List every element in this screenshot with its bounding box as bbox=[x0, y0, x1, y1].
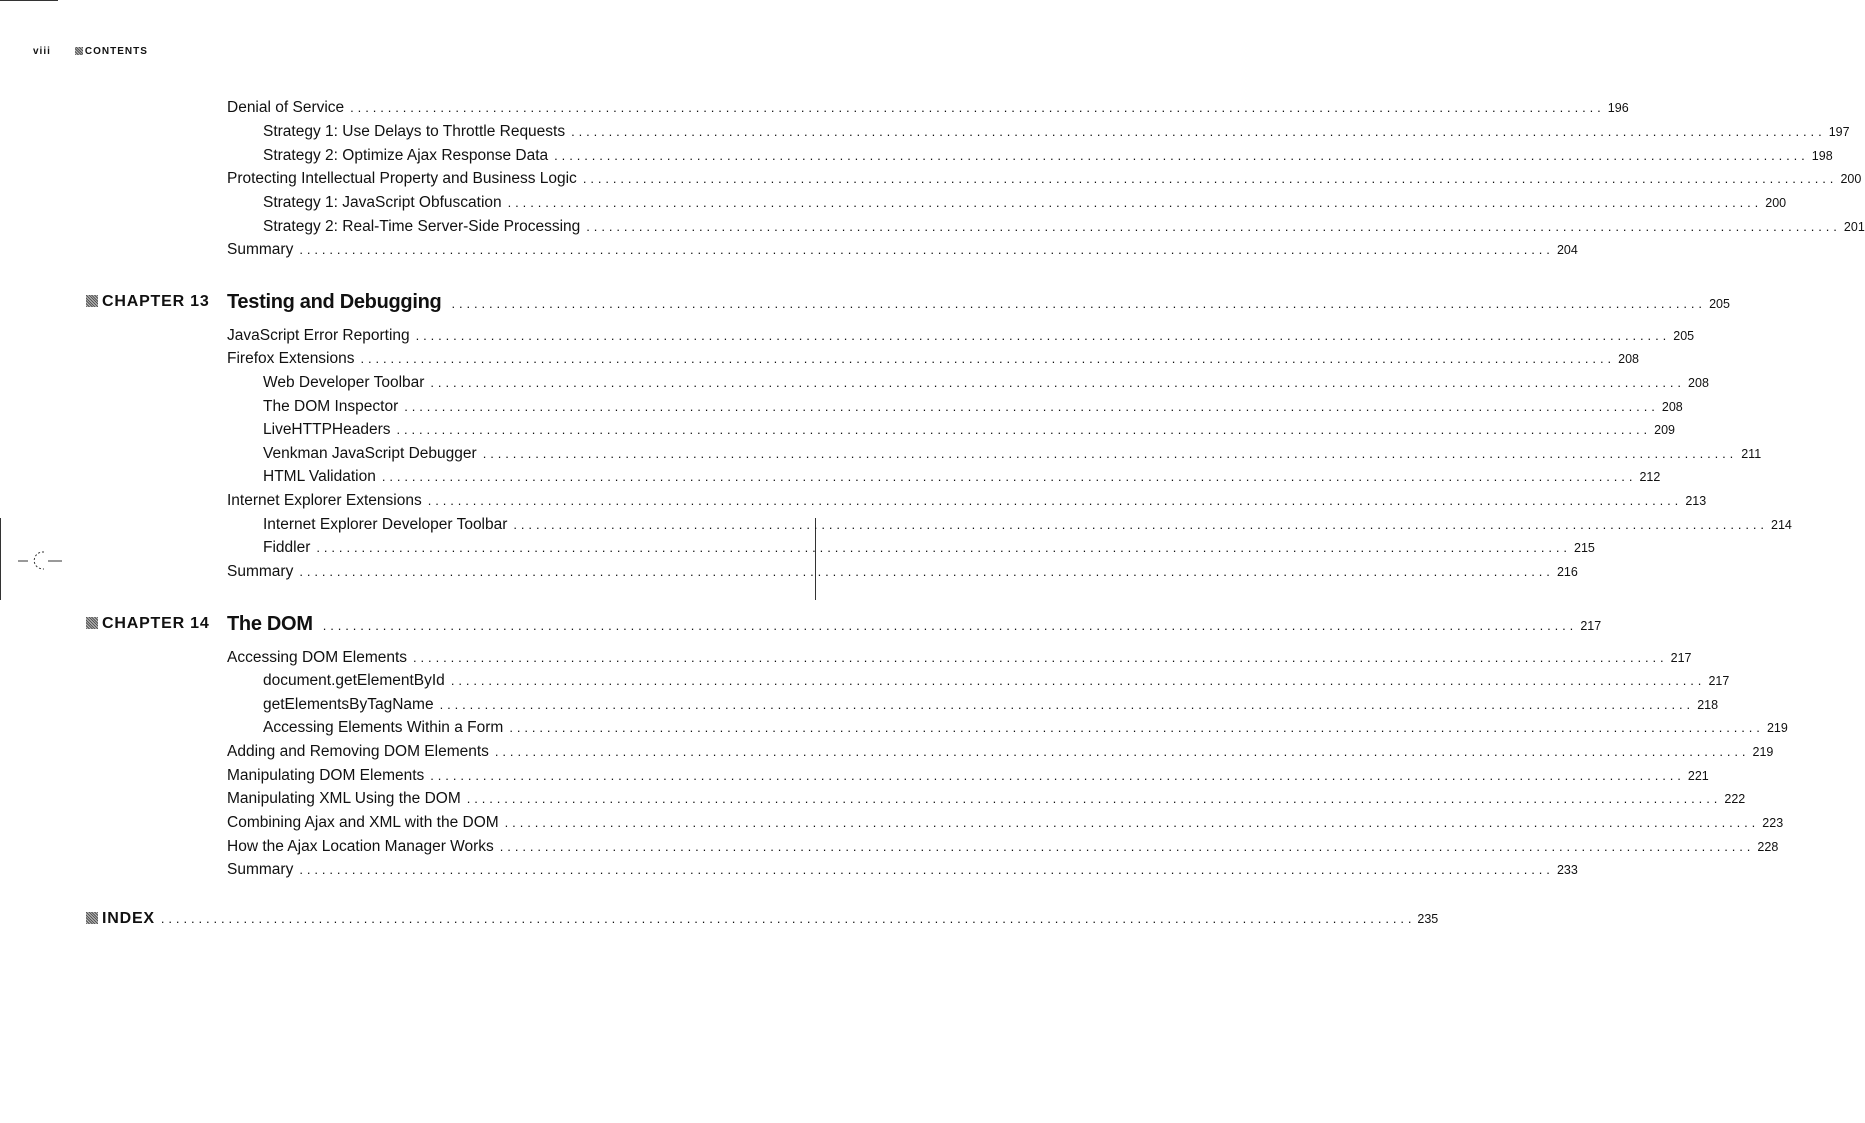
crop-line-left bbox=[0, 518, 1, 600]
toc-subentry[interactable] bbox=[263, 421, 1675, 439]
toc-entry-page: 214 bbox=[1771, 518, 1792, 532]
toc-entry-title: How the Ajax Location Manager Works bbox=[227, 838, 494, 855]
toc-subentry[interactable] bbox=[263, 539, 1595, 557]
page-folio: viii bbox=[33, 45, 51, 57]
chapter-title: Testing and Debugging bbox=[227, 291, 442, 313]
dot-leader: ....................................................................................................................................................................... bbox=[350, 100, 1605, 115]
toc-subentry[interactable] bbox=[263, 516, 1792, 534]
toc-entry-title: Strategy 1: Use Delays to Throttle Requests bbox=[263, 123, 566, 140]
toc-entry-page: 201 bbox=[1843, 220, 1865, 234]
dot-leader: ....................................................................................................................................................................... bbox=[499, 839, 1755, 854]
dot-leader: ....................................................................................................................................................................... bbox=[439, 697, 1695, 712]
toc-entry-page: 228 bbox=[1757, 840, 1779, 854]
toc-entry-title: Internet Explorer Developer Toolbar bbox=[263, 516, 508, 533]
chapter-page: 205 bbox=[1709, 297, 1730, 311]
dot-leader: ....................................................................................................................................................................... bbox=[413, 650, 1668, 665]
toc-entry-page: 208 bbox=[1661, 400, 1683, 414]
toc-subentry[interactable] bbox=[263, 468, 1661, 486]
toc-entry-page: 218 bbox=[1697, 698, 1719, 712]
toc-entry-title: The DOM Inspector bbox=[263, 398, 399, 415]
toc-entry-page: 212 bbox=[1639, 470, 1661, 484]
toc-entry-title: Protecting Intellectual Property and Business Logic bbox=[227, 170, 577, 187]
toc-entry[interactable] bbox=[227, 814, 1784, 832]
toc-entry-title: Internet Explorer Extensions bbox=[227, 492, 422, 509]
dot-leader: ....................................................................................................................................................................... bbox=[430, 768, 1685, 783]
toc-entry-page: 213 bbox=[1685, 494, 1707, 508]
chapter-title: The DOM bbox=[227, 613, 313, 635]
toc-entry-page: 204 bbox=[1556, 243, 1578, 257]
toc-entry-page: 233 bbox=[1556, 863, 1578, 877]
chapter-title-entry[interactable] bbox=[227, 613, 1602, 635]
toc-entry-title: Strategy 1: JavaScript Obfuscation bbox=[263, 194, 502, 211]
toc-subentry[interactable] bbox=[263, 696, 1719, 714]
toc-entry-page: 219 bbox=[1766, 721, 1788, 735]
toc-entry-title: Combining Ajax and XML with the DOM bbox=[227, 814, 499, 831]
toc-entry-title: LiveHTTPHeaders bbox=[263, 421, 391, 438]
dot-leader: ....................................................................................................................................................................... bbox=[513, 517, 1768, 532]
dot-leader: ....................................................................................................................................................................... bbox=[554, 148, 1809, 163]
dot-leader: ....................................................................................................................................................................... bbox=[430, 375, 1685, 390]
dot-leader: ....................................................................................................................................................................... bbox=[404, 399, 1659, 414]
toc-subentry[interactable] bbox=[263, 445, 1762, 463]
toc-entry-page: 205 bbox=[1673, 329, 1695, 343]
toc-entry-page: 215 bbox=[1574, 541, 1595, 555]
section-marker-icon bbox=[75, 47, 83, 55]
dot-leader: ....................................................................................................................................................................... bbox=[482, 446, 1738, 461]
toc-entry[interactable] bbox=[227, 492, 1707, 510]
toc-entry-title: Summary bbox=[227, 861, 294, 878]
dot-leader: ....................................................................................................................................................................... bbox=[299, 564, 1554, 579]
toc-subentry[interactable] bbox=[263, 672, 1730, 690]
toc-entry-page: 219 bbox=[1752, 745, 1774, 759]
toc-entry[interactable] bbox=[227, 170, 1862, 188]
toc-entry[interactable] bbox=[227, 861, 1578, 879]
toc-entry[interactable] bbox=[227, 743, 1774, 761]
toc-entry[interactable] bbox=[227, 838, 1779, 856]
toc-entry-page: 217 bbox=[1670, 651, 1692, 665]
toc-entry-page: 196 bbox=[1607, 101, 1629, 115]
toc-subentry[interactable] bbox=[263, 218, 1865, 236]
dot-leader: ....................................................................................................................................................................... bbox=[381, 469, 1637, 484]
toc-entry-page: 217 bbox=[1708, 674, 1730, 688]
toc-entry-title: Strategy 2: Optimize Ajax Response Data bbox=[263, 147, 549, 164]
chapter-title-entry[interactable] bbox=[227, 291, 1730, 313]
chapter-label: CHAPTER 13 bbox=[86, 293, 210, 311]
toc-entry-title: JavaScript Error Reporting bbox=[227, 327, 410, 344]
toc-subentry[interactable] bbox=[263, 719, 1788, 737]
toc-entry-title: Summary bbox=[227, 241, 294, 258]
toc-entry[interactable] bbox=[227, 241, 1578, 259]
dot-leader: ....................................................................................................................................................................... bbox=[451, 296, 1706, 311]
toc-entry-title: Accessing DOM Elements bbox=[227, 649, 408, 666]
toc-entry[interactable] bbox=[227, 790, 1746, 808]
toc-entry[interactable] bbox=[227, 99, 1629, 117]
toc-entry-page: 208 bbox=[1688, 376, 1709, 390]
index-label: INDEX bbox=[86, 910, 161, 928]
toc-entry-page: 200 bbox=[1765, 196, 1787, 210]
chapter-label: CHAPTER 14 bbox=[86, 615, 210, 633]
dot-leader: ....................................................................................................................................................................... bbox=[571, 124, 1826, 139]
toc-entry[interactable] bbox=[227, 649, 1692, 667]
toc-entry-title: Manipulating XML Using the DOM bbox=[227, 790, 461, 807]
toc-entry[interactable] bbox=[227, 350, 1639, 368]
dot-leader: ....................................................................................................................................................................... bbox=[504, 815, 1760, 830]
section-label: CONTENTS bbox=[84, 45, 148, 57]
toc-entry-title: Summary bbox=[227, 563, 294, 580]
toc-subentry[interactable] bbox=[263, 123, 1850, 141]
running-head bbox=[33, 44, 148, 58]
dot-leader: ....................................................................................................................................................................... bbox=[316, 540, 1571, 555]
dot-leader: ....................................................................................................................................................................... bbox=[450, 673, 1706, 688]
dot-leader: ....................................................................................................................................................................... bbox=[396, 422, 1651, 437]
toc-entry-title: Adding and Removing DOM Elements bbox=[227, 743, 489, 760]
toc-entry-page: 222 bbox=[1724, 792, 1746, 806]
toc-entry-title: document.getElementById bbox=[263, 672, 445, 689]
chapter-marker-icon bbox=[86, 617, 98, 629]
toc-entry-page: 200 bbox=[1840, 172, 1862, 186]
toc-entry-title: Web Developer Toolbar bbox=[263, 374, 425, 391]
toc-entry-page: 208 bbox=[1618, 352, 1639, 366]
toc-entry-page: 198 bbox=[1811, 149, 1833, 163]
toc-entry-title: Fiddler bbox=[263, 539, 311, 556]
dot-leader: ....................................................................................................................................................................... bbox=[582, 171, 1838, 186]
index-page: 235 bbox=[1417, 912, 1439, 926]
toc-entry-title: HTML Validation bbox=[263, 468, 376, 485]
toc-entry[interactable] bbox=[227, 563, 1578, 581]
toc-entry-page: 197 bbox=[1828, 125, 1850, 139]
dot-leader: ....................................................................................................................................................................... bbox=[586, 219, 1841, 234]
toc-entry-page: 223 bbox=[1762, 816, 1784, 830]
toc-subentry[interactable] bbox=[263, 398, 1683, 416]
dot-leader: ....................................................................................................................................................................... bbox=[427, 493, 1683, 508]
toc-entry[interactable] bbox=[227, 767, 1709, 785]
dot-leader: ....................................................................................................................................................................... bbox=[322, 618, 1578, 633]
toc-entry-title: Denial of Service bbox=[227, 99, 345, 116]
chapter-page: 217 bbox=[1580, 619, 1602, 633]
toc-entry-page: 221 bbox=[1687, 769, 1709, 783]
toc-subentry[interactable] bbox=[263, 374, 1709, 392]
index-entry[interactable] bbox=[86, 910, 1439, 930]
toc-entry-title: Firefox Extensions bbox=[227, 350, 355, 367]
index-marker-icon bbox=[86, 912, 98, 924]
toc-entry-title: getElementsByTagName bbox=[263, 696, 434, 713]
toc-subentry[interactable] bbox=[263, 194, 1787, 212]
toc-entry-title: Manipulating DOM Elements bbox=[227, 767, 425, 784]
toc-entry-page: 216 bbox=[1556, 565, 1578, 579]
toc-entry-title: Strategy 2: Real-Time Server-Side Processing bbox=[263, 218, 581, 235]
dot-leader: ....................................................................................................................................................................... bbox=[509, 720, 1764, 735]
toc-entry-page: 209 bbox=[1654, 423, 1675, 437]
dot-leader: ....................................................................................................................................................................... bbox=[299, 242, 1554, 257]
chapter-marker-icon bbox=[86, 295, 98, 307]
dot-leader: ....................................................................................................................................................................... bbox=[415, 328, 1671, 343]
dot-leader: ....................................................................................................................................................................... bbox=[299, 862, 1554, 877]
section-heading bbox=[75, 46, 148, 57]
dot-leader: ....................................................................................................................................................................... bbox=[494, 744, 1750, 759]
dot-leader: ....................................................................................................................................................................... bbox=[507, 195, 1763, 210]
dot-leader: ....................................................................................................................................................................... bbox=[160, 911, 1416, 926]
dot-leader: ....................................................................................................................................................................... bbox=[360, 351, 1615, 366]
toc-entry-title: Accessing Elements Within a Form bbox=[263, 719, 504, 736]
crop-line-top bbox=[0, 0, 58, 1]
registration-mark-icon bbox=[18, 547, 64, 573]
dot-leader: ....................................................................................................................................................................... bbox=[466, 791, 1722, 806]
toc-subentry[interactable] bbox=[263, 147, 1833, 165]
toc-entry[interactable] bbox=[227, 327, 1695, 345]
toc-entry-page: 211 bbox=[1741, 447, 1762, 461]
toc-entry-title: Venkman JavaScript Debugger bbox=[263, 445, 477, 462]
